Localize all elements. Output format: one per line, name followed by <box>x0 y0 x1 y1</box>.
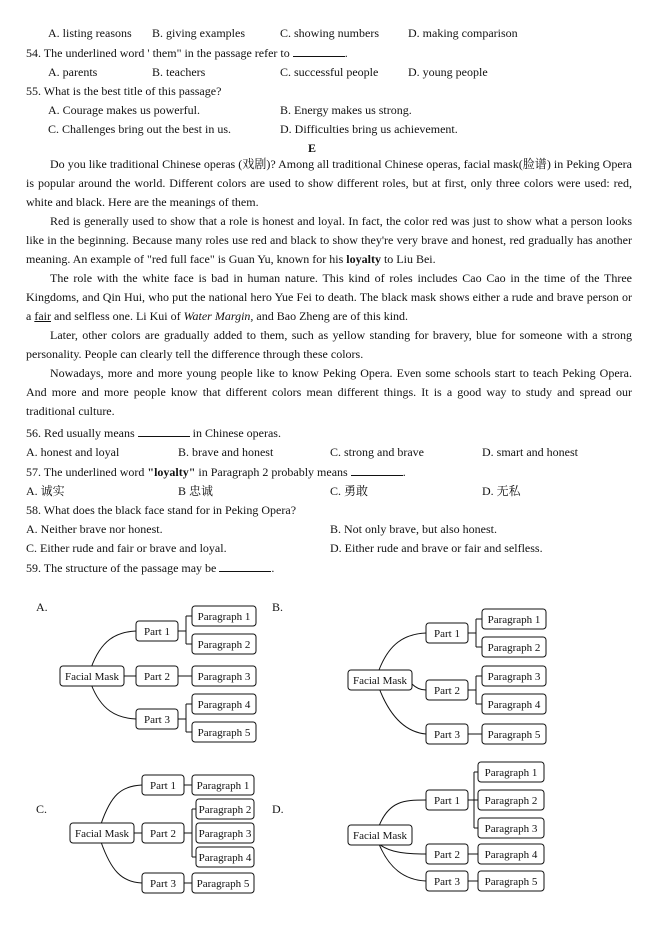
diagram-c-para1: Paragraph 1 <box>196 780 250 792</box>
q57-option-c[interactable]: C. 勇敢 <box>330 484 369 498</box>
q57-option-d[interactable]: D. 无私 <box>482 484 521 498</box>
q56-option-c[interactable]: C. strong and brave <box>330 445 424 459</box>
q56-option-a[interactable]: A. honest and loyal <box>26 445 120 459</box>
q55-stem: 55. What is the best title of this passage? <box>26 84 222 98</box>
diagram-d-label[interactable]: D. <box>272 802 284 816</box>
diagram-b-part1: Part 1 <box>434 628 460 640</box>
diagram-b-part2: Part 2 <box>434 685 460 697</box>
diagram-a-label[interactable]: A. <box>36 600 48 614</box>
q56-stem: 56. Red usually means in Chinese operas. <box>26 426 281 440</box>
q54-option-b[interactable]: B. teachers <box>152 65 206 79</box>
diagram-d-para2: Paragraph 2 <box>484 795 538 807</box>
diagram-a-para2: Paragraph 2 <box>197 639 251 651</box>
diagram-c-para4: Paragraph 4 <box>198 852 252 864</box>
diagram-b-para5: Paragraph 5 <box>487 729 541 741</box>
diagram-b-label[interactable]: B. <box>272 600 284 614</box>
diagram-d-para3: Paragraph 3 <box>484 823 538 835</box>
diagram-d-part3: Part 3 <box>434 876 460 888</box>
diagram-a-para5: Paragraph 5 <box>197 727 251 739</box>
q54-option-a[interactable]: A. parents <box>48 65 98 79</box>
diagram-b-part3: Part 3 <box>434 729 460 741</box>
q55-option-d[interactable]: D. Difficulties bring us achievement. <box>280 122 458 136</box>
diagram-a-para4: Paragraph 4 <box>197 699 251 711</box>
diagram-c-part3: Part 3 <box>150 878 176 890</box>
q59-stem: 59. The structure of the passage may be . <box>26 561 275 575</box>
passage-paragraph-4: Later, other colors are gradually added to them, such as yellow standing for bravery, blue for someone with a strong personality. People can clearly tell the difference through these colors. <box>26 328 632 361</box>
diagram-b-para3: Paragraph 3 <box>487 671 541 683</box>
diagram-d-part2: Part 2 <box>434 849 460 861</box>
passage-paragraph-5: Nowadays, more and more young people like to know Peking Opera. Even some schools start to teach Peking Opera. And more and more people know that different colors mean different things. It is a good way to study and spread our traditional culture. <box>26 366 632 418</box>
diagram-d <box>344 756 556 898</box>
diagram-d-para5: Paragraph 5 <box>484 876 538 888</box>
passage-paragraph-2: Red is generally used to show that a role is honest and loyal. In fact, the color red was just to show what a person looks like in the beginning. Because many roles use red and black to show they're very brave and honest, red gradually has another meaning. An example of "red full face" is Guan Yu, known for his loyalty to Liu Bei. <box>26 214 632 266</box>
diagram-c-part1: Part 1 <box>150 780 176 792</box>
diagram-b-para4: Paragraph 4 <box>487 699 541 711</box>
q53-option-d[interactable]: D. making comparison <box>408 26 518 40</box>
diagram-c-para3: Paragraph 3 <box>198 828 252 840</box>
diagram-b-para1: Paragraph 1 <box>487 614 541 626</box>
q58-option-a[interactable]: A. Neither brave nor honest. <box>26 522 163 536</box>
diagram-a-part2: Part 2 <box>144 671 170 683</box>
q58-stem: 58. What does the black face stand for in Peking Opera? <box>26 503 297 517</box>
section-e-label: E <box>308 141 317 155</box>
q54-stem: 54. The underlined word ' them" in the passage refer to . <box>26 46 348 60</box>
q55-option-b[interactable]: B. Energy makes us strong. <box>280 103 412 117</box>
q58-option-d[interactable]: D. Either rude and brave or fair and selfless. <box>330 541 543 555</box>
q57-option-b[interactable]: B 忠诚 <box>178 484 214 498</box>
q53-option-b[interactable]: B. giving examples <box>152 26 245 40</box>
q55-option-a[interactable]: A. Courage makes us powerful. <box>48 103 200 117</box>
diagram-c-label[interactable]: C. <box>36 802 48 816</box>
q55-option-c[interactable]: C. Challenges bring out the best in us. <box>48 122 231 136</box>
diagram-c <box>66 770 266 900</box>
q56-option-d[interactable]: D. smart and honest <box>482 445 578 459</box>
fair-word: fair <box>34 309 51 323</box>
diagram-c-para2: Paragraph 2 <box>198 804 252 816</box>
diagram-d-root: Facial Mask <box>352 830 408 842</box>
q53-option-c[interactable]: C. showing numbers <box>280 26 379 40</box>
loyalty-word: loyalty <box>346 252 381 266</box>
diagram-d-part1: Part 1 <box>434 795 460 807</box>
diagram-c-para5: Paragraph 5 <box>196 878 250 890</box>
diagram-a-para1: Paragraph 1 <box>197 611 251 623</box>
diagram-d-para1: Paragraph 1 <box>484 767 538 779</box>
diagram-a-root: Facial Mask <box>64 671 120 683</box>
diagram-a-part1: Part 1 <box>144 626 170 638</box>
passage-paragraph-3: The role with the white face is bad in human nature. This kind of roles includes Cao Cao in the time of the Three Kingdoms, and Qin Hui, who put the national hero Yue Fei to death. The black mask shows either a rude and brave person or a fair and selfless one. Li Kui of Water Margin, and Bao Zheng are of this kind. <box>26 271 632 323</box>
diagram-b <box>344 604 554 750</box>
q58-option-c[interactable]: C. Either rude and fair or brave and loyal. <box>26 541 227 555</box>
diagram-c-root: Facial Mask <box>74 828 130 840</box>
passage-paragraph-1: Do you like traditional Chinese operas (戏剧)? Among all traditional Chinese operas, facial mask(脸谱) in Peking Opera is popular around the world. Different colors are used to show different roles, but at first, only three colors were used: red, white and black. Here are the meanings of them. <box>26 157 632 209</box>
q54-option-c[interactable]: C. successful people <box>280 65 379 79</box>
q57-option-a[interactable]: A. 诚实 <box>26 484 65 498</box>
diagram-c-part2: Part 2 <box>150 828 176 840</box>
book-title: Water Margin, <box>183 309 254 323</box>
q57-stem: 57. The underlined word "loyalty" in Paragraph 2 probably means . <box>26 465 406 479</box>
diagram-b-para2: Paragraph 2 <box>487 642 541 654</box>
diagram-a-para3: Paragraph 3 <box>197 671 251 683</box>
q53-option-a[interactable]: A. listing reasons <box>48 26 132 40</box>
q56-option-b[interactable]: B. brave and honest <box>178 445 274 459</box>
q54-option-d[interactable]: D. young people <box>408 65 488 79</box>
reading-passage <box>26 155 632 421</box>
q58-option-b[interactable]: B. Not only brave, but also honest. <box>330 522 497 536</box>
diagram-a-part3: Part 3 <box>144 714 170 726</box>
diagram-b-root: Facial Mask <box>352 675 408 687</box>
diagram-d-para4: Paragraph 4 <box>484 849 538 861</box>
diagram-a <box>56 600 266 750</box>
